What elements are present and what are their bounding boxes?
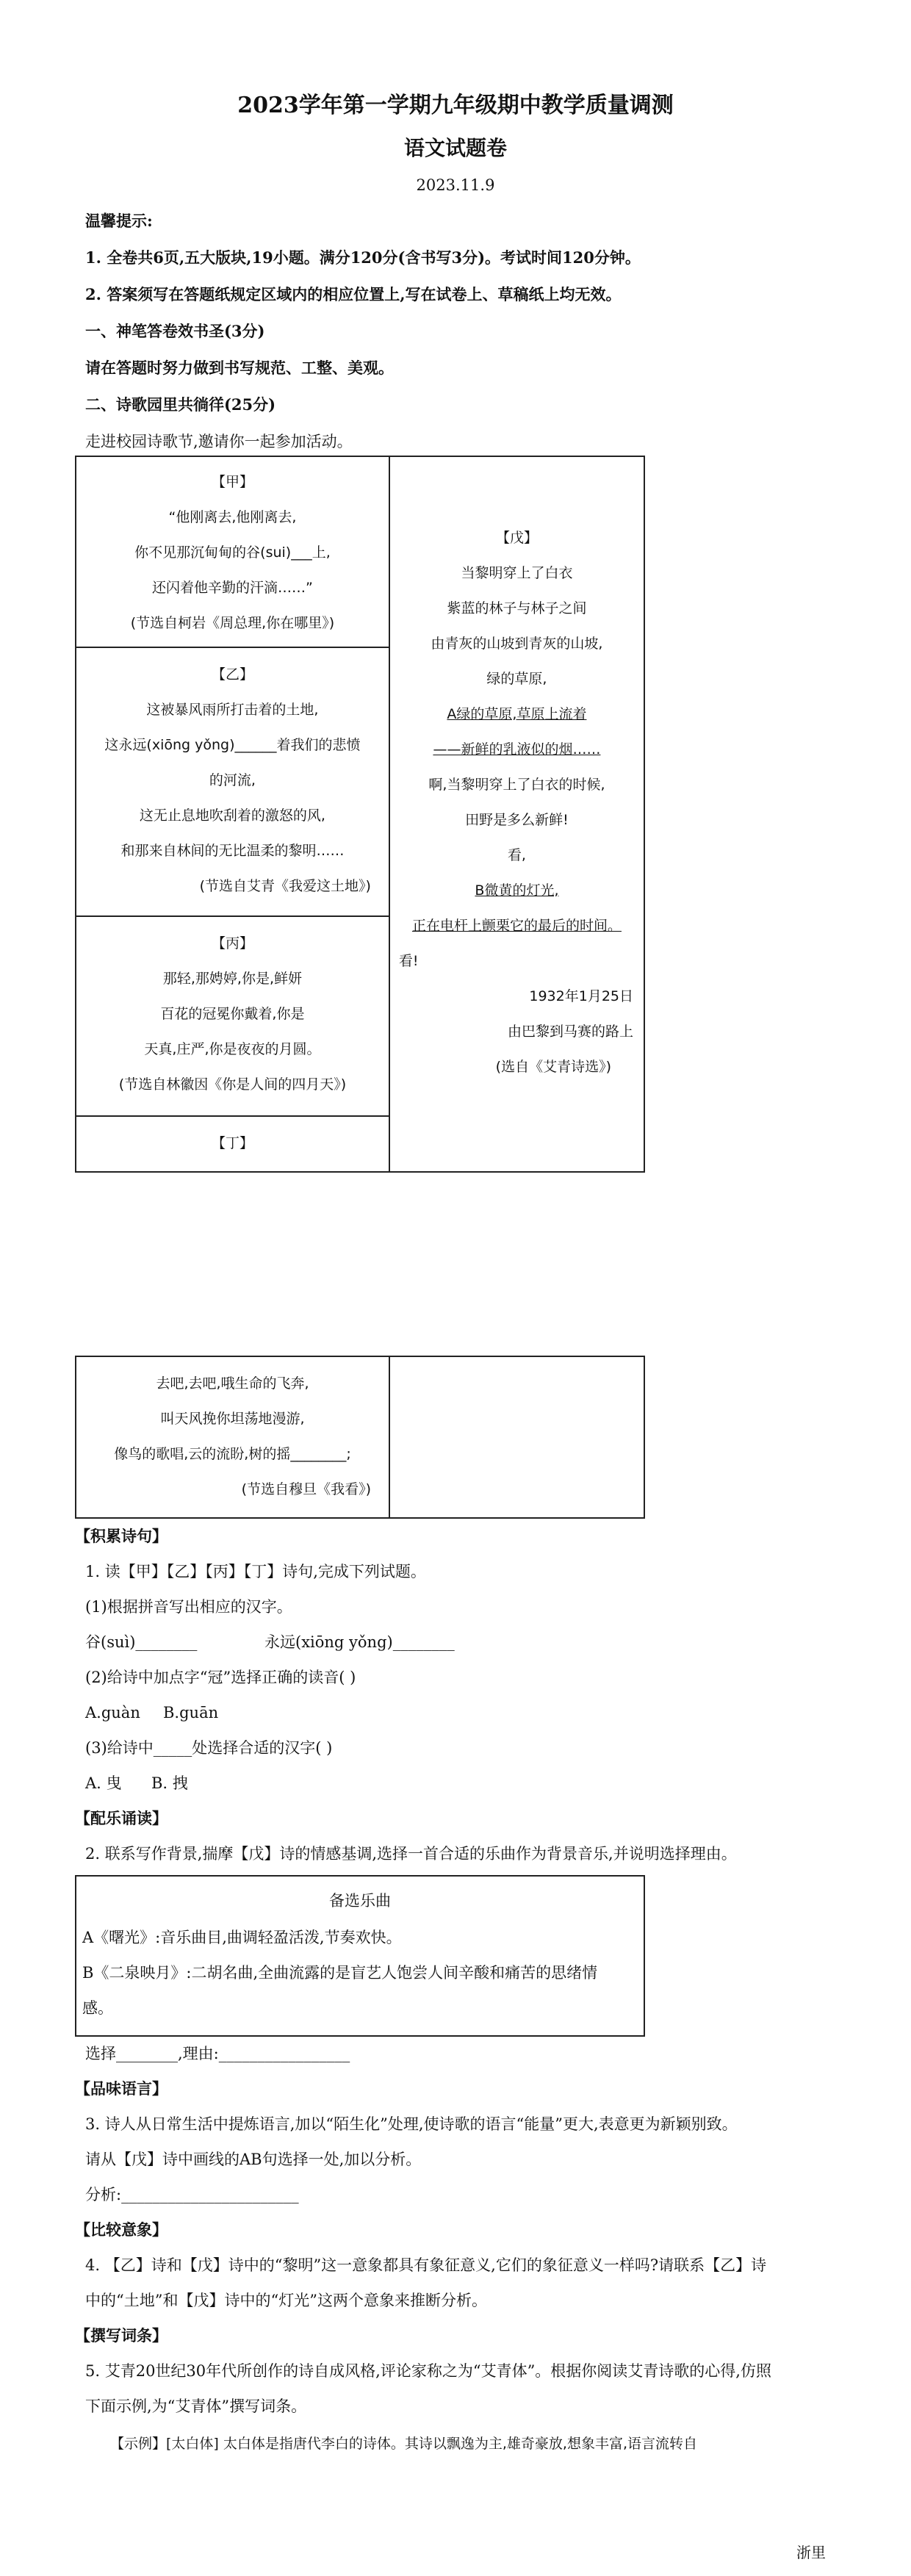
poem-table	[75, 456, 645, 1173]
music-box-title: 备选乐曲	[329, 1892, 391, 1910]
music-option-a: A《曙光》:音乐曲目,曲调轻盈活泼,节奏欢快。	[82, 1929, 402, 1946]
poem-bing-source: (节选自林徽因《你是人间的四月天》)	[118, 1076, 347, 1093]
poem-yi-cell	[76, 647, 389, 916]
poem-wu-line: 绿的草原,	[486, 671, 547, 687]
page-subtitle: 语文试题卷	[403, 136, 507, 160]
poem-yi-line: 和那来自林间的无比温柔的黎明……	[120, 843, 345, 859]
poem-wu-source: (选自《艾青诗选》)	[495, 1059, 611, 1075]
exam-date: 2023.11.9	[416, 176, 495, 194]
poem-ding-source: (节选自穆旦《我看》)	[241, 1481, 371, 1497]
section-1-text: 请在答题时努力做到书写规范、工整、美观。	[85, 359, 394, 377]
page-title: 2023学年第一学期九年级期中教学质量调测	[237, 93, 674, 118]
question-1-sub-2: (2)给诗中加点字“冠”选择正确的读音( )	[85, 1669, 356, 1686]
section-1-heading: 一、神笔答卷效书圣(3分)	[85, 322, 265, 340]
option-a[interactable]: A.guàn	[85, 1704, 140, 1721]
poem-ding-label-cell	[76, 1116, 389, 1172]
poem-bing-line: 百花的冠冕你戴着,你是	[160, 1006, 305, 1022]
poem-jia-line: “他刚离去,他刚离去,	[168, 509, 297, 525]
poem-ding-label: 【丁】	[211, 1135, 253, 1151]
tag-language: 【品味语言】	[75, 2079, 168, 2098]
example-text: 【示例】[太白体] 太白体是指唐代李白的诗体。其诗以飘逸为主,雄奇豪放,想象丰富,语言流转自	[110, 2436, 697, 2452]
poem-yi-source: (节选自艾青《我爱这土地》)	[199, 878, 371, 894]
poem-yi-line: 的河流,	[209, 772, 256, 788]
poem-wu-line-a-underlined: A绿的草原,草原上流着	[447, 706, 587, 722]
poem-table-continued	[75, 1356, 645, 1519]
poem-wu-line-b-underlined: B微黄的灯光,	[475, 882, 559, 899]
poem-wu-date: 1932年1月25日	[529, 988, 633, 1004]
poem-bing-line: 天真,庄严,你是夜夜的月圆。	[144, 1041, 321, 1057]
question-3-cont: 请从【戊】诗中画线的AB句选择一处,加以分析。	[85, 2151, 422, 2168]
question-1: 1. 读【甲】【乙】【丙】【丁】诗句,完成下列试题。	[85, 1563, 426, 1580]
option-b[interactable]: B.guān	[163, 1704, 219, 1721]
poem-wu-label: 【戊】	[495, 530, 538, 546]
poem-wu-line: 田野是多么新鲜!	[465, 812, 569, 828]
answer-blank-sui[interactable]: 谷(suì)________	[85, 1633, 198, 1651]
question-1-sub-1: (1)根据拼音写出相应的汉字。	[85, 1598, 292, 1616]
poem-bing-label: 【丙】	[211, 935, 253, 951]
section-2-intro: 走进校园诗歌节,邀请你一起参加活动。	[85, 433, 353, 450]
question-5: 5. 艾青20世纪30年代所创作的诗自成风格,评论家称之为“艾青体”。根据你阅读艾青诗歌的心得,仿照	[85, 2362, 771, 2380]
option-a[interactable]: A. 曳	[85, 1774, 122, 1792]
poem-yi-line: 这永远(xiōng yǒng)______着我们的悲愤	[104, 737, 361, 753]
tag-entry: 【撰写词条】	[75, 2326, 168, 2345]
music-options-box	[75, 1875, 645, 2037]
poem-bing-line: 那轻,那娉婷,你是,鲜妍	[162, 971, 303, 987]
poem-yi-line: 这被暴风雨所打击着的土地,	[146, 702, 319, 718]
poem-wu-line: 由青灰的山坡到青灰的山坡,	[431, 636, 603, 652]
option-b[interactable]: B. 拽	[151, 1774, 188, 1792]
poem-yi-label: 【乙】	[211, 666, 253, 683]
music-option-b-cont: 感。	[82, 1999, 113, 2017]
poem-bing-cell	[76, 916, 389, 1116]
poem-ding-line: 叫天风挽你坦荡地漫游,	[160, 1411, 305, 1427]
poem-jia-source: (节选自柯岩《周总理,你在哪里》)	[130, 615, 335, 631]
poem-wu-line: 紫蓝的林子与林子之间	[447, 600, 587, 616]
question-4-cont: 中的“土地”和【戊】诗中的“灯光”这两个意象来推断分析。	[85, 2292, 487, 2309]
section-2-heading: 二、诗歌园里共徜徉(25分)	[85, 395, 276, 414]
poem-jia-cell	[76, 456, 389, 647]
empty-cell	[389, 1356, 644, 1518]
question-3: 3. 诗人从日常生活中提炼语言,加以“陌生化”处理,使诗歌的语言“能量”更大,表意更为新颖别致。	[85, 2115, 738, 2133]
poem-wu-line-b-underlined: 正在电杆上颤栗它的最后的时间。	[411, 918, 622, 934]
question-4: 4. 【乙】诗和【戊】诗中的“黎明”这一意象都具有象征意义,它们的象征意义一样吗?请联系【乙】诗	[85, 2256, 767, 2274]
poem-wu-line-a-underlined: ——新鲜的乳液似的烟……	[433, 741, 601, 758]
poem-wu-line: 看!	[398, 953, 419, 969]
tips-line-1: 1. 全卷共6页,五大版块,19小题。满分120分(含书写3分)。考试时间120分钟。	[85, 248, 641, 267]
answer-blank-xiongyong[interactable]: 永远(xiōng yǒng)________	[264, 1633, 455, 1651]
poem-wu-line: 啊,当黎明穿上了白衣的时候,	[428, 777, 605, 793]
music-option-b: B《二泉映月》:二胡名曲,全曲流露的是盲艺人饱尝人间辛酸和痛苦的思绪情	[82, 1964, 598, 1982]
poem-jia-line: 还闪着他辛勤的汗滴……”	[152, 580, 313, 596]
question-1-sub-3: (3)给诗中_____处选择合适的汉字( )	[85, 1739, 333, 1757]
footer-watermark: 浙里	[796, 2544, 826, 2561]
poem-jia-line: 你不见那沉甸甸的谷(sui)___上,	[134, 544, 331, 561]
poem-wu-line: 看,	[507, 847, 526, 863]
poem-yi-line: 这无止息地吹刮着的激怒的风,	[139, 807, 325, 824]
question-2: 2. 联系写作背景,揣摩【戊】诗的情感基调,选择一首合适的乐曲作为背景音乐,并说明选择理由。	[85, 1845, 737, 1863]
answer-choice-reason[interactable]: 选择________,理由:_________________	[85, 2045, 350, 2062]
poem-jia-label: 【甲】	[211, 474, 253, 490]
tag-music: 【配乐诵读】	[75, 1809, 168, 1827]
poem-ding-line: 像鸟的歌唱,云的流盼,树的摇________;	[114, 1446, 351, 1462]
poem-wu-cell	[389, 456, 644, 1172]
tips-line-2: 2. 答案须写在答题纸规定区域内的相应位置上,写在试卷上、草稿纸上均无效。	[85, 285, 622, 303]
tag-accumulate: 【积累诗句】	[75, 1527, 168, 1545]
poem-wu-place: 由巴黎到马赛的路上	[507, 1023, 633, 1040]
poem-ding-line: 去吧,去吧,哦生命的飞奔,	[156, 1375, 309, 1392]
answer-analysis[interactable]: 分析:_______________________	[85, 2186, 299, 2203]
poem-ding-cell	[76, 1356, 389, 1518]
question-5-cont: 下面示例,为“艾青体”撰写词条。	[85, 2397, 307, 2415]
tag-imagery: 【比较意象】	[75, 2220, 168, 2239]
tips-heading: 温馨提示:	[85, 212, 153, 230]
poem-wu-line: 当黎明穿上了白衣	[461, 565, 573, 581]
